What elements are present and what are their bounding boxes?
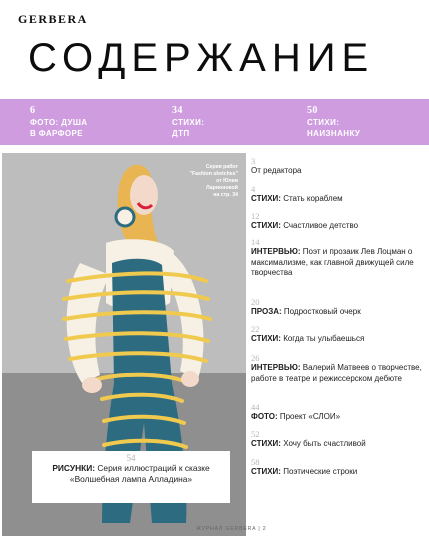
toc-rubric: СТИХИ: [251,439,281,448]
toc-body: Поэтические строки [280,467,358,476]
toc-title [251,467,423,478]
page-title: СОДЕРЖАНИЕ [28,36,375,80]
toc-rubric: ИНТЕРВЬЮ: [251,247,301,256]
highlight-line: НАИЗНАНКУ [307,129,361,138]
toc-title [251,221,423,232]
toc-page-number: 14 [251,237,260,247]
toc-entry[interactable] [251,324,423,345]
toc-page-number: 12 [251,211,260,221]
toc-body: Когда ты улыбаешься [280,334,365,343]
toc-rubric: ФОТО: [251,412,278,421]
series-note-line: на стр. 34 [213,192,238,198]
toc-page-number: 4 [251,184,256,194]
toc-title [251,307,423,318]
toc-body: Проект «СЛОИ» [277,412,341,421]
toc-body: Стать кораблем [280,194,343,203]
toc-rubric: ПРОЗА: [251,307,282,316]
toc-entry[interactable] [251,237,423,279]
toc-entry[interactable] [251,156,423,177]
toc-body: Подростковый очерк [281,307,361,316]
toc-title [251,247,423,279]
caption-text [32,463,230,485]
toc-title [251,334,423,345]
highlight-line: СТИХИ: [307,118,340,127]
caption-lead: РИСУНКИ: [52,463,96,473]
toc-body: Счастливое детство [280,221,359,230]
caption-page-number: 54 [126,453,136,463]
series-note-line: Ларионовой [206,185,238,191]
toc-entry[interactable] [251,297,423,318]
toc-entry[interactable] [251,211,423,232]
toc-rubric: СТИХИ: [251,467,281,476]
highlight-page-number: 34 [172,105,183,116]
toc-entry[interactable] [251,353,423,384]
toc-page-number: 26 [251,353,260,363]
toc-page-number: 3 [251,156,256,166]
highlight-item[interactable] [30,105,87,139]
highlight-line: ДТП [172,129,190,138]
toc-entry[interactable] [251,457,423,478]
toc-entry[interactable] [251,429,423,450]
toc-title [251,166,423,177]
series-note-line: от Юлии [216,178,238,184]
toc-page-number: 44 [251,402,260,412]
highlight-line: СТИХИ: [172,118,205,127]
highlight-page-number: 50 [307,105,318,116]
page-footer: ЖУРНАЛ GERBERA | 2 [196,526,267,532]
hand-shape [181,371,199,387]
series-note-line: Серия работ [205,164,238,170]
toc-title [251,363,423,384]
highlight-line: В ФАРФОРЕ [30,129,83,138]
highlight-item[interactable] [307,105,360,139]
toc-page-number: 58 [251,457,260,467]
highlights-band [0,99,429,145]
magazine-brand: GERBERA [18,12,88,26]
series-note [154,164,238,199]
toc-entry[interactable] [251,402,423,423]
illustration-caption[interactable] [32,451,230,503]
toc-page-number: 22 [251,324,260,334]
hand-shape [116,208,134,226]
toc-rubric: ИНТЕРВЬЮ: [251,363,301,372]
toc-rubric: СТИХИ: [251,194,281,203]
hand-shape [82,377,102,393]
toc-rubric: СТИХИ: [251,334,281,343]
toc-body: Хочу быть счастливой [280,439,366,448]
toc-title [251,439,423,450]
highlight-line: ФОТО: ДУША [30,118,88,127]
toc-body: От редактора [251,166,302,175]
caption-body: Серия иллюстраций к сказке «Волшебная лампа Алладина» [69,463,210,484]
series-note-line: "Fashion sketches" [189,171,238,177]
toc-body: Валерий Матвеев о творчестве, работе в театре и режиссерском дебюте [251,363,422,383]
highlight-item[interactable] [172,105,204,139]
toc-title [251,412,423,423]
toc-page-number: 20 [251,297,260,307]
toc-rubric: СТИХИ: [251,221,281,230]
toc-title [251,194,423,205]
toc-page-number: 52 [251,429,260,439]
highlight-page-number: 6 [30,105,36,116]
toc-entry[interactable] [251,184,423,205]
toc-body: Поэт и прозаик Лев Лоцман о максимализме, как главной движущей силе творчества [251,247,414,277]
